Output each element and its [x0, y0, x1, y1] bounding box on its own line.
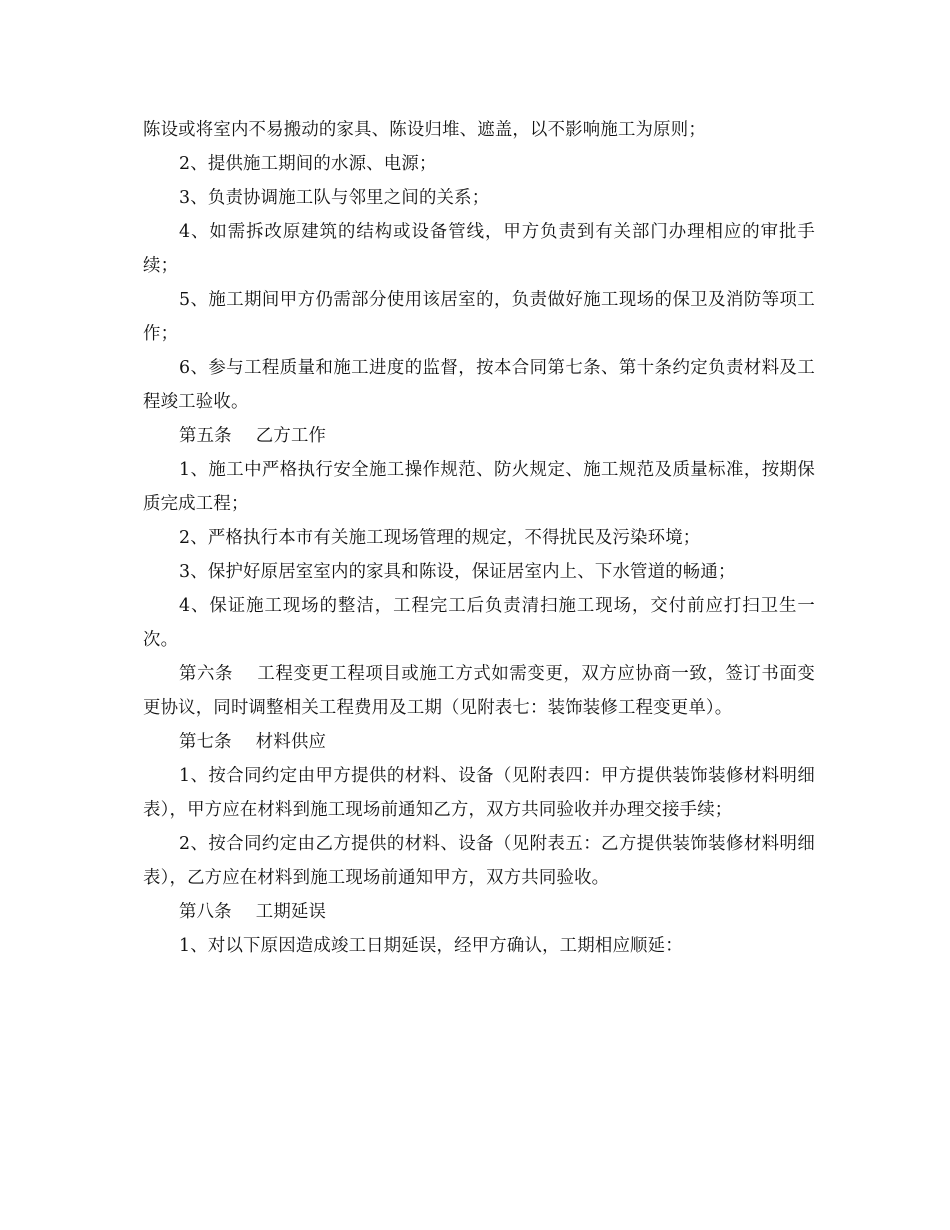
paragraph-c-item-1-party-a-materials: 1、按合同约定由甲方提供的材料、设备（见附表四：甲方提供装饰装修材料明细表），甲方应在材料到施工现场前通知乙方，双方共同验收并办理交接手续； — [143, 766, 815, 820]
paragraph-b-item-4-cleanliness: 4、保证施工现场的整洁，工程完工后负责清扫施工现场，交付前应打扫卫生一次。 — [143, 596, 815, 650]
paragraph-c-item-2-party-b-materials: 2、按合同约定由乙方提供的材料、设备（见附表五：乙方提供装饰装修材料明细表），乙方应在材料到施工现场前通知甲方，双方共同验收。 — [143, 834, 815, 888]
section-heading-8 — [143, 895, 815, 929]
section-title: 乙方工作 — [255, 426, 327, 446]
paragraph-item-6-supervision: 6、参与工程质量和施工进度的监督，按本合同第七条、第十条约定负责材料及工程竣工验收。 — [143, 358, 815, 412]
paragraph-b-item-3-protection: 3、保护好原居室室内的家具和陈设，保证居室内上、下水管道的畅通； — [179, 562, 736, 582]
section-heading-5 — [143, 419, 815, 453]
paragraph-item-4-approval: 4、如需拆改原建筑的结构或设备管线，甲方负责到有关部门办理相应的审批手续； — [143, 222, 815, 276]
document-body — [143, 113, 815, 963]
paragraph-b-item-2-regulations: 2、严格执行本市有关施工现场管理的规定，不得扰民及污染环境； — [179, 528, 701, 548]
paragraph-cont-furniture: 陈设或将室内不易搬动的家具、陈设归堆、遮盖，以不影响施工为原则； — [143, 120, 706, 140]
section-label: 第五条 — [179, 426, 232, 446]
paragraph-b-item-1-safety: 1、施工中严格执行安全施工操作规范、防火规定、施工规范及质量标准，按期保质完成工程； — [143, 460, 815, 514]
paragraph-item-5-security: 5、施工期间甲方仍需部分使用该居室的，负责做好施工现场的保卫及消防等项工作； — [143, 290, 815, 344]
section-heading-7 — [143, 725, 815, 759]
section-title: 材料供应 — [255, 732, 327, 752]
paragraph-item-2-water-power: 2、提供施工期间的水源、电源； — [179, 154, 437, 174]
paragraph-d-item-1-delay: 1、对以下原因造成竣工日期延误，经甲方确认，工期相应顺延： — [179, 936, 683, 956]
section-label: 第六条 — [179, 664, 233, 684]
paragraph-item-3-neighbors: 3、负责协调施工队与邻里之间的关系； — [179, 188, 490, 208]
section-title: 工期延误 — [255, 902, 327, 922]
section-heading-6 — [143, 657, 815, 725]
section-label: 第八条 — [179, 902, 232, 922]
section-label: 第七条 — [179, 732, 232, 752]
section-title: 工程变更工程项目或施工方式如需变更，双方应协商一致，签订书面变更协议，同时调整相关工程费用及工期（见附表七：装饰装修工程变更单）。 — [143, 664, 815, 718]
